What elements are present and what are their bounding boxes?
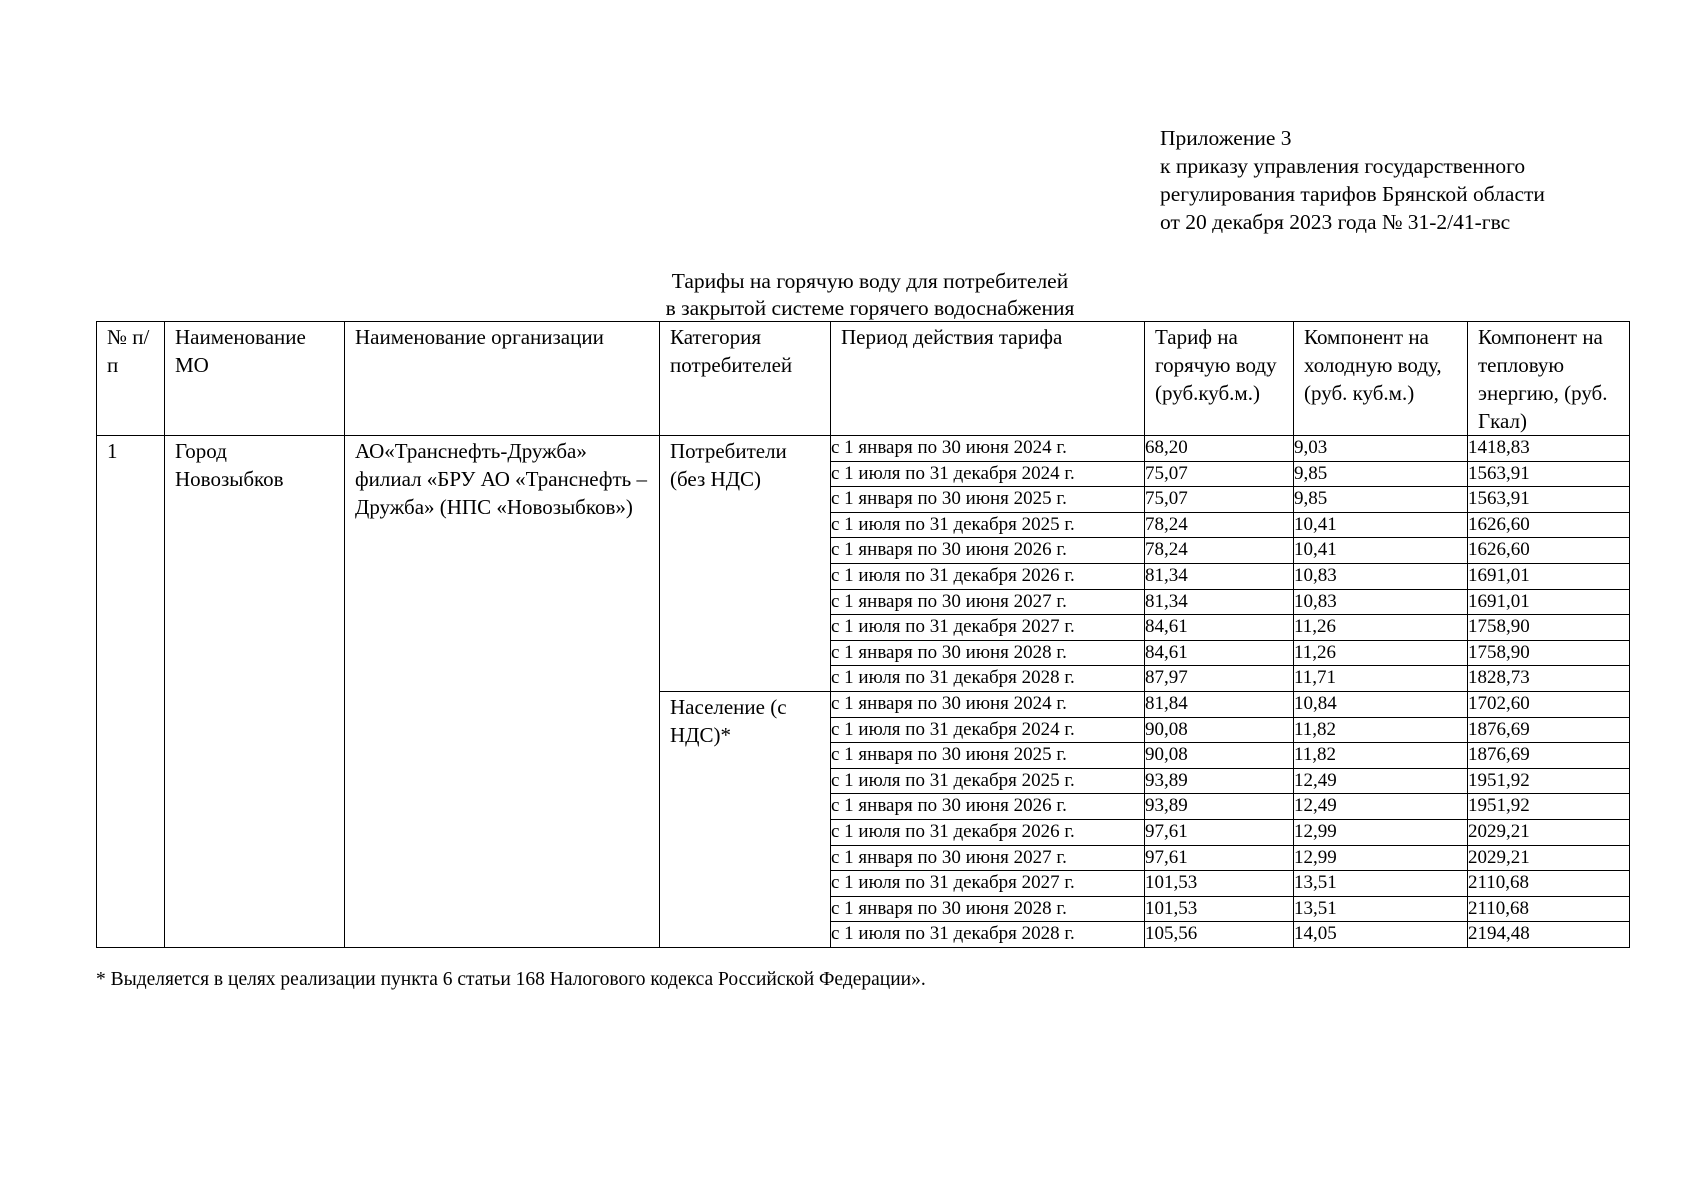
cold-water-component: 11,26 [1294, 640, 1468, 666]
heat-energy-component: 1758,90 [1468, 615, 1630, 641]
hot-water-tariff: 81,34 [1145, 563, 1294, 589]
hot-water-tariff: 97,61 [1145, 819, 1294, 845]
heat-energy-component: 2110,68 [1468, 871, 1630, 897]
cold-water-component: 12,99 [1294, 845, 1468, 871]
row-number: 1 [97, 436, 165, 948]
header-heat: Компонент на тепловую энергию, (руб. Гкал) [1468, 322, 1630, 436]
heat-energy-component: 1758,90 [1468, 640, 1630, 666]
tariff-period: с 1 января по 30 июня 2027 г. [831, 845, 1145, 871]
hot-water-tariff: 81,84 [1145, 691, 1294, 717]
tariff-period: с 1 июля по 31 декабря 2028 г. [831, 666, 1145, 692]
heat-energy-component: 2194,48 [1468, 922, 1630, 948]
header-cold: Компонент на холодную воду, (руб. куб.м.) [1294, 322, 1468, 436]
footnote: * Выделяется в целях реализации пункта 6 статьи 168 Налогового кодекса Российской Федерации». [96, 969, 926, 990]
tariff-period: с 1 января по 30 июня 2025 г. [831, 487, 1145, 513]
appendix-line: от 20 декабря 2023 года № 31-2/41-гвс [1160, 210, 1511, 234]
heat-energy-component: 1418,83 [1468, 436, 1630, 462]
organization-name: АО«Транснефть-Дружба» филиал «БРУ АО «Транснефть – Дружба» (НПС «Новозыбков») [345, 436, 660, 948]
header-org: Наименование организации [345, 322, 660, 436]
heat-energy-component: 1691,01 [1468, 563, 1630, 589]
appendix-line: Приложение 3 [1160, 126, 1292, 150]
header-mo: Наименование МО [165, 322, 345, 436]
hot-water-tariff: 84,61 [1145, 615, 1294, 641]
header-row [97, 322, 1630, 436]
hot-water-tariff: 75,07 [1145, 487, 1294, 513]
tariff-period: с 1 июля по 31 декабря 2025 г. [831, 768, 1145, 794]
hot-water-tariff: 90,08 [1145, 717, 1294, 743]
tariff-period: с 1 июля по 31 декабря 2027 г. [831, 871, 1145, 897]
tariff-period: с 1 июля по 31 декабря 2026 г. [831, 563, 1145, 589]
header-period: Период действия тарифа [831, 322, 1145, 436]
tariff-period: с 1 января по 30 июня 2026 г. [831, 794, 1145, 820]
tariff-period: с 1 июля по 31 декабря 2028 г. [831, 922, 1145, 948]
hot-water-tariff: 90,08 [1145, 743, 1294, 769]
title-line: в закрытой системе горячего водоснабжения [665, 296, 1075, 320]
hot-water-tariff: 93,89 [1145, 768, 1294, 794]
hot-water-tariff: 81,34 [1145, 589, 1294, 615]
cold-water-component: 11,71 [1294, 666, 1468, 692]
tariff-period: с 1 января по 30 июня 2024 г. [831, 436, 1145, 462]
heat-energy-component: 2029,21 [1468, 845, 1630, 871]
cold-water-component: 11,82 [1294, 743, 1468, 769]
tariff-period: с 1 января по 30 июня 2025 г. [831, 743, 1145, 769]
cold-water-component: 11,26 [1294, 615, 1468, 641]
table-title [540, 268, 1200, 322]
heat-energy-component: 1702,60 [1468, 691, 1630, 717]
header-category: Категория потребителей [660, 322, 831, 436]
cold-water-component: 10,41 [1294, 538, 1468, 564]
table-row [97, 436, 1630, 462]
appendix-line: регулирования тарифов Брянской области [1160, 182, 1545, 206]
tariff-period: с 1 июля по 31 декабря 2024 г. [831, 717, 1145, 743]
tariff-table [96, 321, 1630, 948]
hot-water-tariff: 68,20 [1145, 436, 1294, 462]
hot-water-tariff: 97,61 [1145, 845, 1294, 871]
hot-water-tariff: 78,24 [1145, 538, 1294, 564]
heat-energy-component: 1876,69 [1468, 717, 1630, 743]
heat-energy-component: 1563,91 [1468, 487, 1630, 513]
header-tariff: Тариф на горячую воду (руб.куб.м.) [1145, 322, 1294, 436]
tariff-period: с 1 января по 30 июня 2024 г. [831, 691, 1145, 717]
heat-energy-component: 1828,73 [1468, 666, 1630, 692]
cold-water-component: 12,49 [1294, 794, 1468, 820]
hot-water-tariff: 101,53 [1145, 896, 1294, 922]
cold-water-component: 12,99 [1294, 819, 1468, 845]
tariff-period: с 1 июля по 31 декабря 2026 г. [831, 819, 1145, 845]
heat-energy-component: 1951,92 [1468, 768, 1630, 794]
heat-energy-component: 2029,21 [1468, 819, 1630, 845]
heat-energy-component: 1626,60 [1468, 538, 1630, 564]
consumer-category: Население (с НДС)* [660, 691, 831, 947]
hot-water-tariff: 101,53 [1145, 871, 1294, 897]
heat-energy-component: 1691,01 [1468, 589, 1630, 615]
hot-water-tariff: 87,97 [1145, 666, 1294, 692]
tariff-period: с 1 января по 30 июня 2026 г. [831, 538, 1145, 564]
cold-water-component: 14,05 [1294, 922, 1468, 948]
tariff-period: с 1 июля по 31 декабря 2025 г. [831, 512, 1145, 538]
title-line: Тарифы на горячую воду для потребителей [671, 269, 1069, 293]
heat-energy-component: 1951,92 [1468, 794, 1630, 820]
heat-energy-component: 1876,69 [1468, 743, 1630, 769]
hot-water-tariff: 75,07 [1145, 461, 1294, 487]
cold-water-component: 12,49 [1294, 768, 1468, 794]
cold-water-component: 10,41 [1294, 512, 1468, 538]
tariff-period: с 1 января по 30 июня 2027 г. [831, 589, 1145, 615]
tariff-period: с 1 июля по 31 декабря 2027 г. [831, 615, 1145, 641]
heat-energy-component: 1626,60 [1468, 512, 1630, 538]
cold-water-component: 10,83 [1294, 589, 1468, 615]
cold-water-component: 9,85 [1294, 461, 1468, 487]
tariff-period: с 1 января по 30 июня 2028 г. [831, 640, 1145, 666]
municipality-name: Город Новозыбков [165, 436, 345, 948]
cold-water-component: 13,51 [1294, 871, 1468, 897]
cold-water-component: 11,82 [1294, 717, 1468, 743]
cold-water-component: 10,83 [1294, 563, 1468, 589]
table-body [97, 436, 1630, 948]
header-num: № п/п [97, 322, 165, 436]
appendix-line: к приказу управления государственного [1160, 154, 1526, 178]
cold-water-component: 9,85 [1294, 487, 1468, 513]
hot-water-tariff: 78,24 [1145, 512, 1294, 538]
hot-water-tariff: 105,56 [1145, 922, 1294, 948]
hot-water-tariff: 84,61 [1145, 640, 1294, 666]
cold-water-component: 10,84 [1294, 691, 1468, 717]
tariff-period: с 1 июля по 31 декабря 2024 г. [831, 461, 1145, 487]
heat-energy-component: 1563,91 [1468, 461, 1630, 487]
hot-water-tariff: 93,89 [1145, 794, 1294, 820]
heat-energy-component: 2110,68 [1468, 896, 1630, 922]
consumer-category: Потребители (без НДС) [660, 436, 831, 692]
cold-water-component: 9,03 [1294, 436, 1468, 462]
cold-water-component: 13,51 [1294, 896, 1468, 922]
appendix-block [1160, 124, 1545, 236]
tariff-period: с 1 января по 30 июня 2028 г. [831, 896, 1145, 922]
